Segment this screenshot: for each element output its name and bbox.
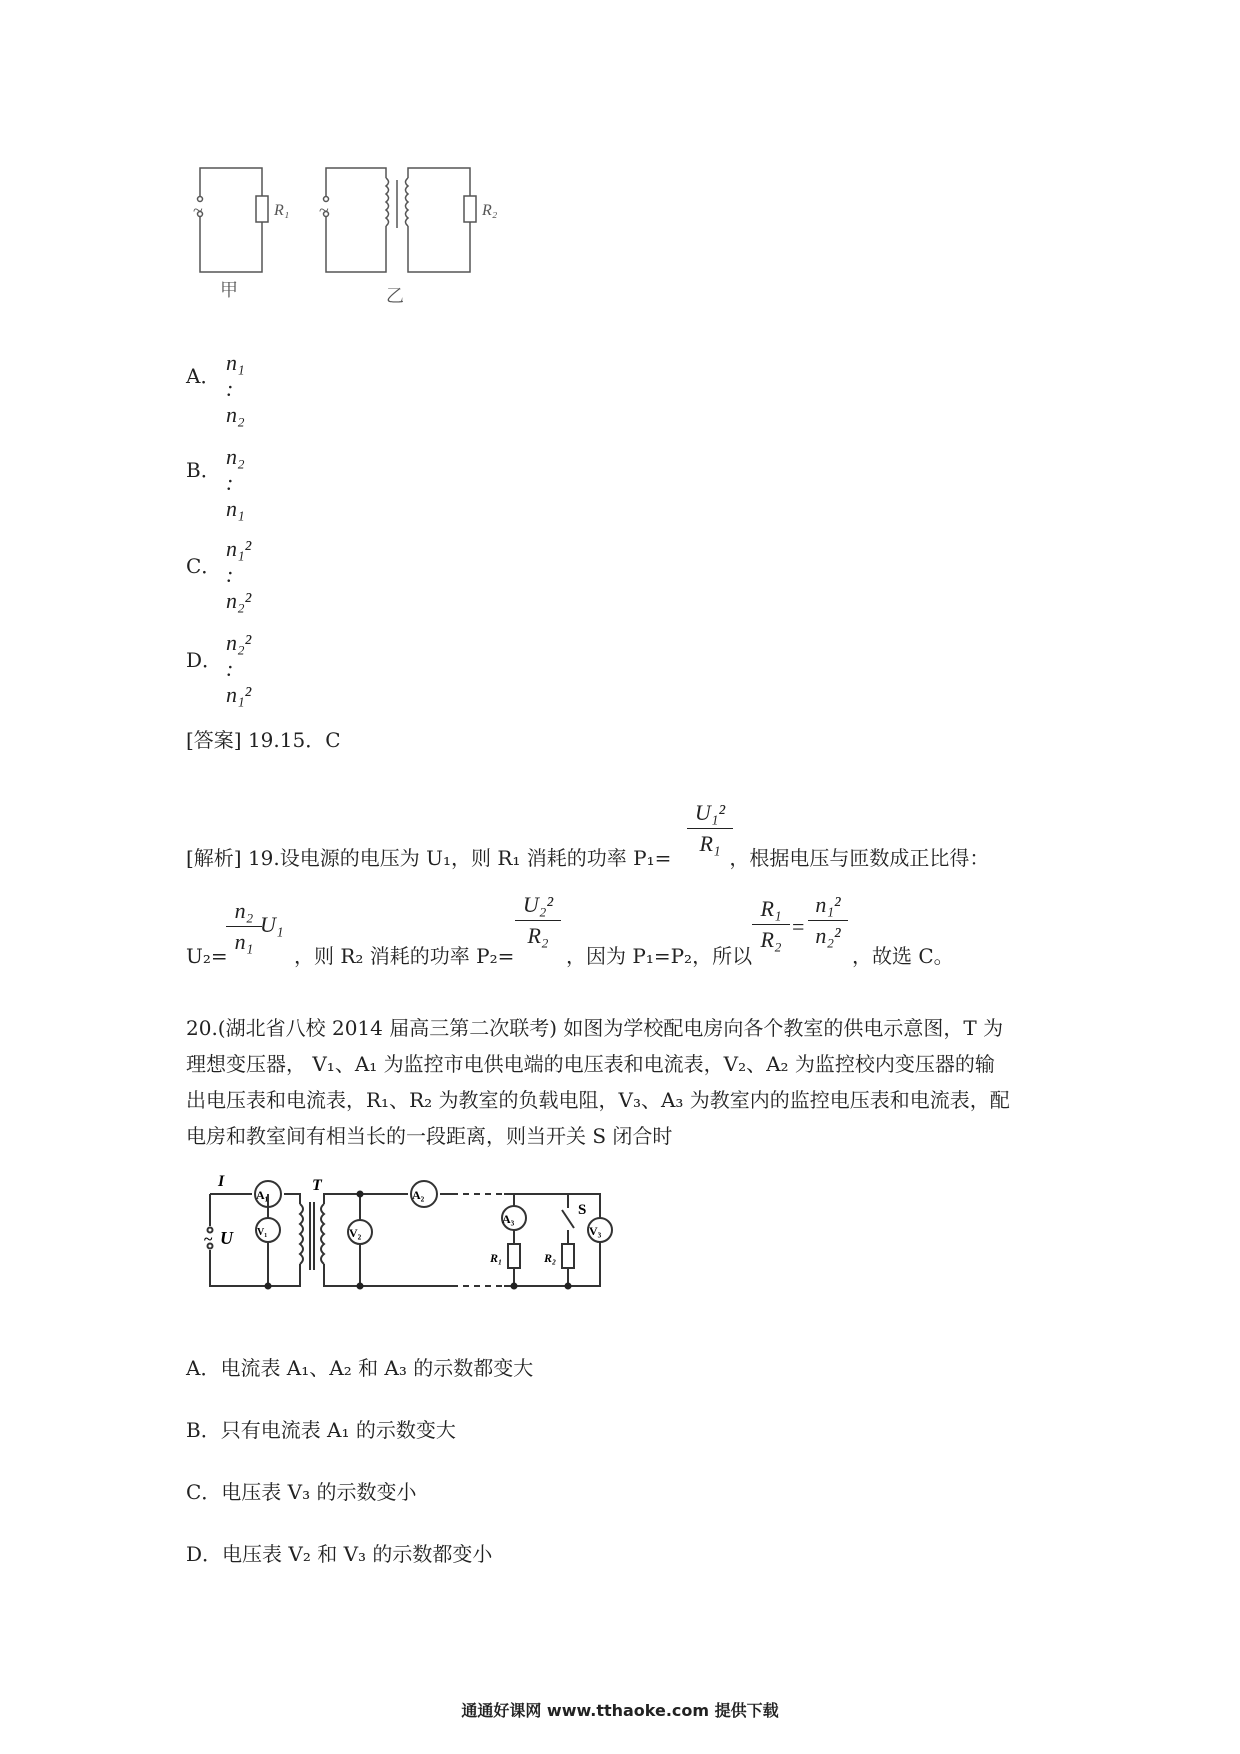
transformer-t-label: T [312, 1177, 322, 1194]
frac-den: n₂² [815, 923, 841, 948]
circuit-figure-jia-yi [190, 160, 520, 310]
q20-option-b[interactable]: B．只有电流表 A₁ 的示数变大 [186, 1418, 456, 1442]
analysis-text-tail: ，根据电压与匝数成正比得： [729, 846, 990, 870]
r1-label: R₁ [274, 202, 290, 219]
option-letter: C． [186, 554, 222, 578]
distribution-circuit-figure [190, 1174, 630, 1314]
fraction-n2-n1 [226, 898, 262, 955]
option-d-expr: n₂² : n₁² [226, 630, 252, 707]
a2-meter-label: A₂ [412, 1188, 425, 1202]
analysis-line-2-mid2: ，因为 P₁=P₂，所以 [566, 944, 753, 968]
analysis-line-2-end: ，故选 C。 [852, 944, 954, 968]
r2-load-label: R₂ [544, 1251, 557, 1265]
option-letter: B． [186, 458, 221, 482]
u2-label: U₂= [186, 944, 228, 968]
term-a: n₂² [226, 630, 252, 655]
analysis-text-start: [解析] 19.设电源的电压为 U₁，则 R₁ 消耗的功率 P₁= [186, 846, 672, 870]
option-letter: D． [186, 648, 223, 672]
switch-s-label: S [578, 1202, 587, 1218]
frac-num: R₁ [760, 896, 782, 921]
option-c[interactable] [186, 550, 221, 579]
fraction-p1 [687, 800, 733, 857]
term-a: n₂ [226, 444, 245, 469]
q19-answer: [答案] 19.15．C [186, 728, 341, 752]
r1-load-label: R₁ [490, 1251, 503, 1265]
page-footer: 通通好课网 www.tthaoke.com 提供下载 [461, 1701, 779, 1720]
source-symbol-yi: ~ [319, 200, 329, 220]
frac-num: U₁² [694, 800, 726, 825]
stem-line: 20.(湖北省八校 2014 届高三第二次联考) 如图为学校配电房向各个教室的供电示意图，T 为 [186, 1016, 1004, 1040]
frac-num: n₂ [234, 898, 254, 923]
v1-meter-label: V₁ [257, 1227, 268, 1238]
term-a: n₁² [226, 536, 252, 561]
q20-option-d[interactable]: D．电压表 V₂ 和 V₃ 的示数都变小 [186, 1542, 493, 1566]
r2-label: R₂ [482, 202, 498, 219]
option-b[interactable] [186, 454, 221, 483]
fraction-n1-n2-sq [808, 892, 848, 949]
frac-den: R₁ [699, 831, 721, 856]
u1-term: U₁ [260, 912, 284, 937]
frac-num: n₁² [815, 892, 841, 917]
analysis-line-1 [186, 844, 989, 872]
current-i-label: I [218, 1174, 225, 1190]
fraction-r1-r2 [752, 896, 790, 953]
option-c-expr: n₁² : n₂² [226, 536, 252, 613]
option-a-expr: n₁ : n₂ [226, 350, 245, 427]
equals-sign: = [792, 914, 805, 939]
term-b: n₂ [226, 402, 245, 427]
option-b-expr: n₂ : n₁ [226, 444, 245, 521]
yi-label: 乙 [386, 286, 404, 306]
option-a[interactable] [186, 360, 220, 389]
frac-den: n₁ [234, 929, 254, 954]
jia-label: 甲 [220, 280, 238, 300]
frac-den: R₂ [527, 923, 549, 948]
stem-line: 出电压表和电流表，R₁、R₂ 为教室的负载电阻，V₃、A₃ 为教室内的监控电压表和电流表，配 [186, 1088, 1010, 1112]
a3-meter-label: A₃ [502, 1212, 515, 1226]
v2-meter-label: V₂ [349, 1226, 362, 1240]
term-a: n₁ [226, 350, 245, 375]
voltage-u-label: U [220, 1228, 233, 1248]
ac-source-symbol: ~ [204, 1231, 213, 1248]
frac-den: R₂ [760, 927, 782, 952]
a1-meter-label: A₁ [256, 1188, 269, 1202]
q20-stem [186, 1010, 1066, 1154]
term-b: n₁ [226, 496, 245, 521]
analysis-line-2-mid: ，则 R₂ 消耗的功率 P₂= [294, 944, 515, 968]
frac-num: U₂² [522, 892, 554, 917]
q20-option-c[interactable]: C．电压表 V₃ 的示数变小 [186, 1480, 417, 1504]
option-d[interactable] [186, 644, 222, 673]
term-b: n₂² [226, 588, 252, 613]
source-symbol-jia: ~ [193, 200, 203, 220]
stem-line: 电房和教室间有相当长的一段距离，则当开关 S 闭合时 [186, 1124, 673, 1148]
q20-option-a[interactable]: A．电流表 A₁、A₂ 和 A₃ 的示数都变大 [186, 1356, 534, 1380]
v3-meter-label: V₃ [589, 1224, 602, 1238]
analysis-line-2 [186, 942, 228, 970]
fraction-p2 [515, 892, 561, 949]
option-letter: A． [186, 364, 221, 388]
stem-line: 理想变压器， V₁、A₁ 为监控市电供电端的电压表和电流表，V₂、A₂ 为监控校内变压器的输 [186, 1052, 995, 1076]
term-b: n₁² [226, 682, 252, 707]
